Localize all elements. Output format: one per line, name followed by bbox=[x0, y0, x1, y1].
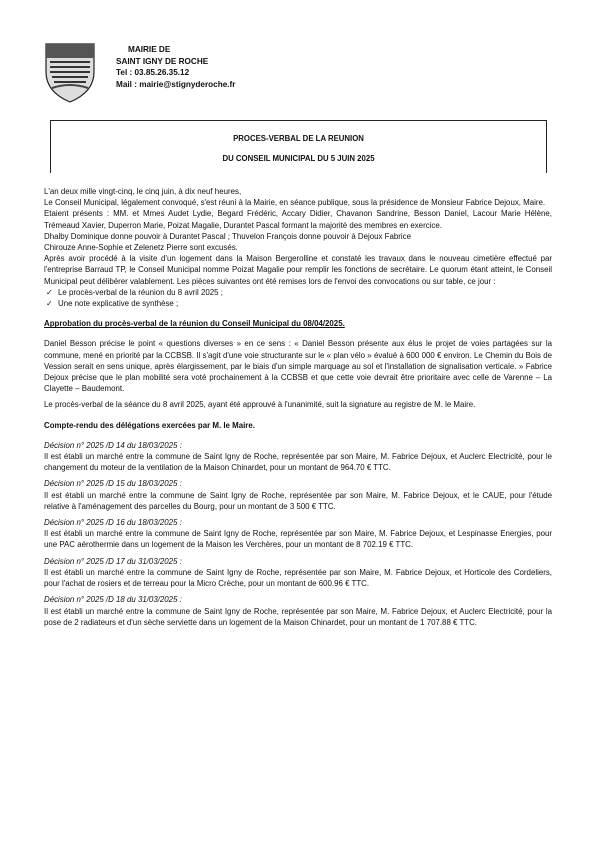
decision-item bbox=[44, 517, 552, 551]
decision-text: Il est établi un marché entre la commune de Saint Igny de Roche, représentée par son Maire, M. Fabrice Dejoux, et Auclerc Electricité, pour la pose de 2 radiateurs et d'un sèche serviette dans un logement de la Maison Chinardet, pour un montant de 1 707.88 € TTC. bbox=[44, 606, 552, 627]
decision-title: Décision n° 2025 /D 17 du 31/03/2025 : bbox=[44, 556, 182, 566]
attendees-present: Etaient présents : MM. et Mmes Audet Lydie, Begard Frédéric, Accary Didier, Chavanon Sandrine, Besson Daniel, Lacour Marie Hélène, Trémeaud Xavier, Duperron Marie, Poizat Magalie, Durantet Pascal formant la majorité des membres en exercice. bbox=[44, 209, 552, 230]
org-name-line1: MAIRIE DE bbox=[128, 45, 171, 54]
excused-members: Chirouze Anne-Sophie et Zelenetz Pierre sont excusés. bbox=[44, 243, 238, 253]
checkmark-icon: ✓ bbox=[46, 287, 53, 297]
decision-item bbox=[44, 478, 552, 512]
approval-heading: Approbation du procès-verbal de la réunion du Conseil Municipal du 08/04/2025. bbox=[44, 319, 345, 329]
email-address: Mail : mairie@stignyderoche.fr bbox=[116, 79, 236, 89]
decision-text: Il est établi un marché entre la commune de Saint Igny de Roche, représentée par son Maire, M. Fabrice Dejoux, et Auclerc Electricité, pour le changement du moteur de la ventilation de la Maison Chinardet, pour un montant de 964.70 € TTC. bbox=[44, 452, 552, 473]
org-name-line2: SAINT IGNY DE ROCHE bbox=[116, 56, 209, 66]
decision-item bbox=[44, 440, 552, 474]
list-item-text: Le procès-verbal de la réunion du 8 avril 2025 ; bbox=[58, 287, 223, 297]
checkmark-icon: ✓ bbox=[46, 299, 53, 309]
intro-date: L'an deux mille vingt-cinq, le cinq juin, à dix neuf heures, bbox=[44, 187, 242, 196]
decision-text: Il est établi un marché entre la commune de Saint Igny de Roche, représentée par son Maire, M. Fabrice Dejoux, et le CAUE, pour l'étude relative à l'aménagement des parcelles du Bourg, pour un montant de 3 500 € TTC. bbox=[44, 490, 552, 511]
decision-text: Il est établi un marché entre la commune de Saint Igny de Roche, représentée par son Maire, M. Fabrice Dejoux, et Horticole des Cordeliers, pour l'achat de rosiers et de terreau pour la Micro Crèche, pour un montant de 600.96 € TTC. bbox=[44, 567, 552, 589]
title-line2: DU CONSEIL MUNICIPAL DU 5 JUIN 2025 bbox=[222, 154, 375, 163]
intro-convocation: Le Conseil Municipal, légalement convoqué, s'est réuni à la Mairie, en séance publique, sous la présidence de Monsieur Fabrice Dejoux, Maire. bbox=[44, 198, 546, 208]
document-body bbox=[44, 186, 552, 628]
decision-title: Décision n° 2025 /D 14 du 18/03/2025 : bbox=[44, 440, 182, 450]
mairie-address-block bbox=[116, 44, 235, 90]
approval-paragraph: Daniel Besson précise le point « questions diverses » en ce sens : « Daniel Besson présente aux élus le projet de voies partagées sur la commune, mené en priorité par la CCBSB. Il s'agit d'une voie structurante sur le « plan vélo » évalué à 600 000 € environ. Le Chemin du Bois de Vession serait en sens unique, après élargissement, par le biais d'un simple marquage au sol et l'installation de signalisation verticale. » Fabrice Dejoux précise que le plan mobilité sera voté prochainement à la CCBSB et que cette voie devrait être prioritaire avec celle de Varenne – La Clayette – Baudemont. bbox=[44, 339, 552, 394]
decision-title: Décision n° 2025 /D 18 du 31/03/2025 : bbox=[44, 595, 182, 605]
list-item bbox=[44, 298, 552, 309]
session-preamble: Après avoir procédé à la visite d'un logement dans la Maison Bergerolline et constaté les travaux dans le nouveau cimetière effectué par l'entreprise Barraud TP, le Conseil Municipal nomme Poizat Magalie pour remplir les fonctions de secrétaire. Le quorum étant atteint, le Conseil Municipal peut délibérer valablement. Les pièces suivantes ont été remises lors de l'envoi des convocations ou sur table, ce jour : bbox=[44, 254, 552, 286]
decision-item bbox=[44, 556, 552, 590]
title-line1: PROCES-VERBAL DE LA REUNION bbox=[233, 134, 364, 143]
list-item bbox=[44, 287, 552, 298]
decision-title: Décision n° 2025 /D 16 du 18/03/2025 : bbox=[44, 518, 182, 528]
delegations-heading: Compte-rendu des délégations exercées par M. le Maire. bbox=[44, 420, 255, 430]
phone-number: Tel : 03.85.26.35.12 bbox=[116, 68, 190, 77]
list-item-text: Une note explicative de synthèse ; bbox=[58, 299, 179, 309]
decision-text: Il est établi un marché entre la commune de Saint Igny de Roche, représentée par son Maire, M. Fabrice Dejoux, et Lespinasse Energies, pour une PAC aérothermie dans un logement de la Maison les Verchères, pour un montant de 8 702.19 € TTC. bbox=[44, 529, 552, 550]
decision-title: Décision n° 2025 /D 15 du 18/03/2025 : bbox=[44, 479, 182, 489]
title-box bbox=[50, 120, 547, 173]
proxies: Dhalby Dominique donne pouvoir à Durantet Pascal ; Thuvelon François donne pouvoir à Dejoux Fabrice bbox=[44, 231, 411, 241]
decision-item bbox=[44, 594, 552, 628]
town-crest-logo bbox=[44, 42, 96, 104]
approval-result: Le procès-verbal de la séance du 8 avril 2025, ayant été approuvé à l'unanimité, suit la signature au registre de M. le Maire. bbox=[44, 400, 476, 410]
